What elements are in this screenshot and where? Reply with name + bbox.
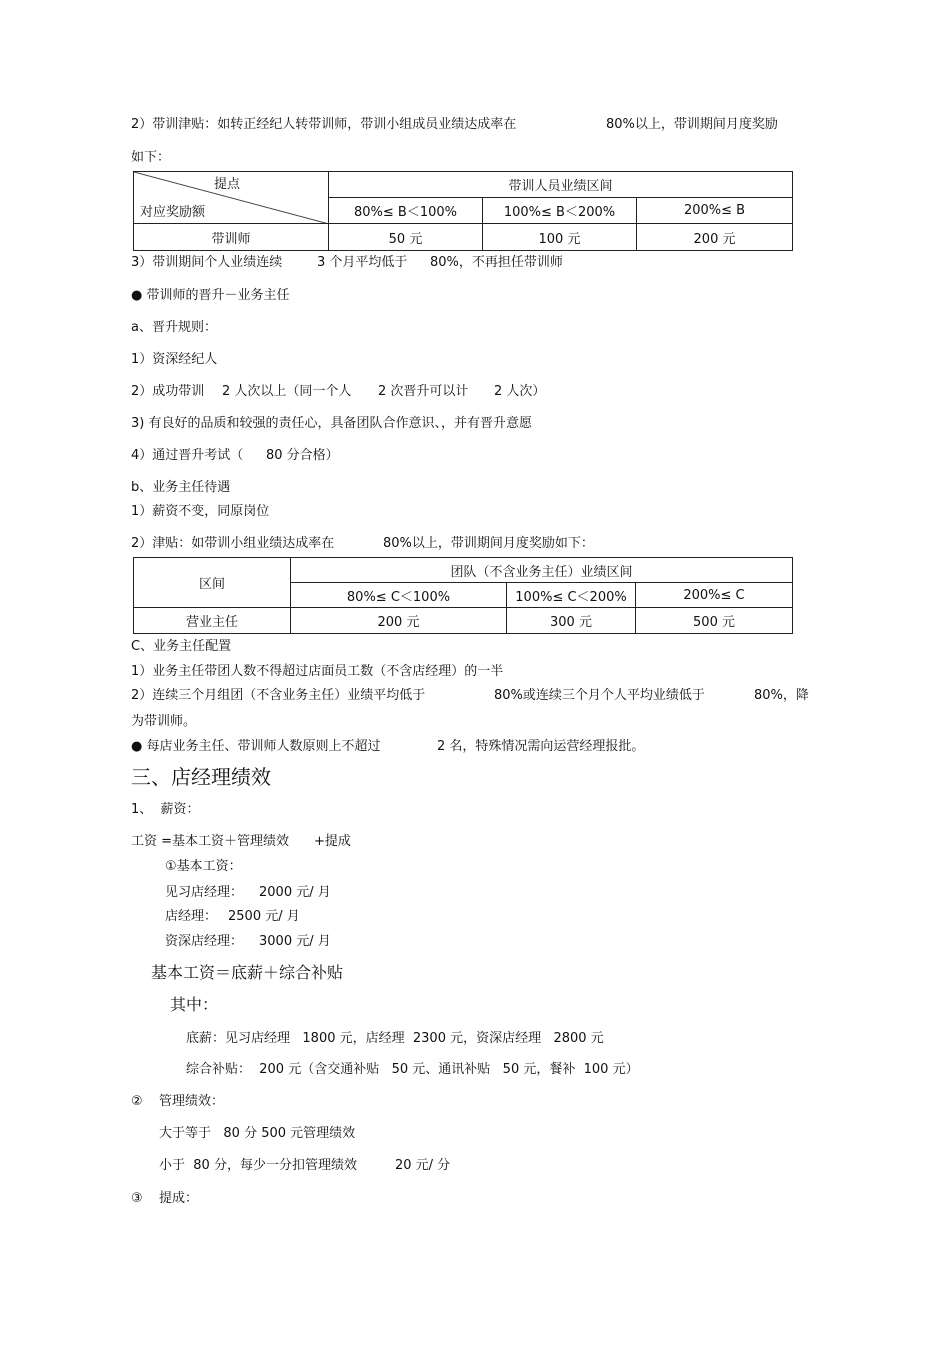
table2-range: 200%≤ C xyxy=(636,583,793,608)
table1-row-label: 带训师 xyxy=(134,224,329,251)
table2-corner: 区间 xyxy=(134,558,291,608)
table1-corner-cell xyxy=(134,172,329,224)
table2-value: 300 元 xyxy=(507,608,636,634)
table1-group-header: 带训人员业绩区间 xyxy=(329,172,793,198)
supervisor-benefit-2-cont: 80%以上，带训期间月度奖励如下： xyxy=(383,536,594,551)
supervisor-benefits-title: b、业务主任待遇 xyxy=(131,480,231,495)
base-salary-trainee-label: 见习店经理： xyxy=(165,885,244,900)
supervisor-benefit-1: 1）薪资不变，同原岗位 xyxy=(131,504,270,519)
table2-range: 100%≤ C＜200% xyxy=(507,583,636,608)
table1-range: 200%≤ B xyxy=(637,198,793,224)
table1-range: 100%≤ B＜200% xyxy=(483,198,637,224)
base-salary-senior-label: 资深店经理： xyxy=(165,934,244,949)
paragraph-training-allowance-cont: 80%以上，带训期间月度奖励 xyxy=(606,117,778,132)
supervisor-bonus-table xyxy=(133,557,793,634)
promotion-rule-2-end: 2 人次） xyxy=(494,384,546,399)
table2-value: 200 元 xyxy=(291,608,507,634)
base-salary-title: ①基本工资： xyxy=(165,859,242,874)
base-salary-manager-value: 2500 元/ 月 xyxy=(228,909,300,924)
paragraph-trainer-removal-rate: 80%，不再担任带训师 xyxy=(430,255,563,270)
table2-range: 80%≤ C＜100% xyxy=(291,583,507,608)
supervisor-config-1: 1）业务主任带团人数不得超过店面员工数（不含店经理）的一半 xyxy=(131,664,504,679)
among-label: 其中： xyxy=(170,995,219,1014)
table2-group-header: 团队（不含业务主任）业绩区间 xyxy=(291,558,793,583)
bullet-trainer-promotion: ● 带训师的晋升－业务主任 xyxy=(131,288,290,303)
base-salary-trainee-value: 2000 元/ 月 xyxy=(259,885,331,900)
supervisor-benefit-2: 2）津贴：如带训小组业绩达成率在 xyxy=(131,536,335,551)
table1-value: 100 元 xyxy=(483,224,637,251)
perf-rule-1: 大于等于 80 分 500 元管理绩效 xyxy=(159,1126,356,1141)
commission-title: 提成： xyxy=(159,1191,199,1206)
trainer-bonus-table xyxy=(133,171,793,251)
promotion-rule-2: 2）成功带训 xyxy=(131,384,205,399)
supervisor-config-2-end: 80%，降 xyxy=(754,688,809,703)
paragraph-as-follows: 如下： xyxy=(131,150,171,165)
perf-rule-2-amount: 20 元/ 分 xyxy=(395,1158,451,1173)
base-salary-manager-label: 店经理： xyxy=(165,909,218,924)
subsidy-line: 综合补贴： 200 元（含交通补贴 50 元、通讯补贴 50 元，餐补 100 元） xyxy=(186,1062,639,1077)
table2-row-label: 营业主任 xyxy=(134,608,291,634)
promotion-rule-3: 3) 有良好的品质和较强的责任心，具备团队合作意识、，并有晋升意愿 xyxy=(131,416,532,431)
salary-formula: 工资 =基本工资＋管理绩效 xyxy=(131,834,290,849)
perf-rule-2: 小于 80 分，每少一分扣管理绩效 xyxy=(159,1158,357,1173)
supervisor-config-2-wrap: 为带训师。 xyxy=(131,714,197,729)
promotion-rules-title: a、晋升规则： xyxy=(131,320,217,335)
promotion-rule-2-times: 2 人次以上（同一个人 xyxy=(222,384,352,399)
supervisor-config-title: C、业务主任配置 xyxy=(131,639,232,654)
table1-value: 50 元 xyxy=(329,224,483,251)
salary-formula-commission: +提成 xyxy=(314,834,351,849)
table1-range: 80%≤ B＜100% xyxy=(329,198,483,224)
perf-title: 管理绩效： xyxy=(159,1094,225,1109)
bullet-headcount-limit-cont: 2 名，特殊情况需向运营经理报批。 xyxy=(437,739,645,754)
paragraph-trainer-removal: 3）带训期间个人业绩连续 xyxy=(131,255,283,270)
promotion-rule-2-count: 2 次晋升可以计 xyxy=(378,384,469,399)
floor-salary-line: 底薪：见习店经理 1800 元，店经理 2300 元，资深店经理 2800 元 xyxy=(186,1031,604,1046)
supervisor-config-2-mid: 80%或连续三个月个人平均业绩低于 xyxy=(494,688,705,703)
commission-number: ③ xyxy=(131,1191,143,1206)
table1-corner-bottom: 对应奖励额 xyxy=(140,205,206,220)
promotion-rule-4: 4）通过晋升考试（ xyxy=(131,448,244,463)
promotion-rule-4-score: 80 分合格） xyxy=(266,448,339,463)
supervisor-config-2: 2）连续三个月组团（不含业务主任）业绩平均低于 xyxy=(131,688,426,703)
base-salary-senior-value: 3000 元/ 月 xyxy=(259,934,331,949)
table1-value: 200 元 xyxy=(637,224,793,251)
section-heading-store-manager: 三、店经理绩效 xyxy=(131,765,271,789)
table1-corner-top: 提点 xyxy=(214,177,241,192)
paragraph-trainer-removal-months: 3 个月平均低于 xyxy=(317,255,408,270)
salary-title: 1、 薪资： xyxy=(131,802,200,817)
paragraph-training-allowance: 2）带训津贴：如转正经纪人转带训师，带训小组成员业绩达成率在 xyxy=(131,117,517,132)
base-salary-formula: 基本工资＝底薪＋综合补贴 xyxy=(151,963,344,982)
table2-value: 500 元 xyxy=(636,608,793,634)
bullet-headcount-limit: ● 每店业务主任、带训师人数原则上不超过 xyxy=(131,739,381,754)
perf-number: ② xyxy=(131,1094,143,1109)
promotion-rule-1: 1）资深经纪人 xyxy=(131,352,218,367)
